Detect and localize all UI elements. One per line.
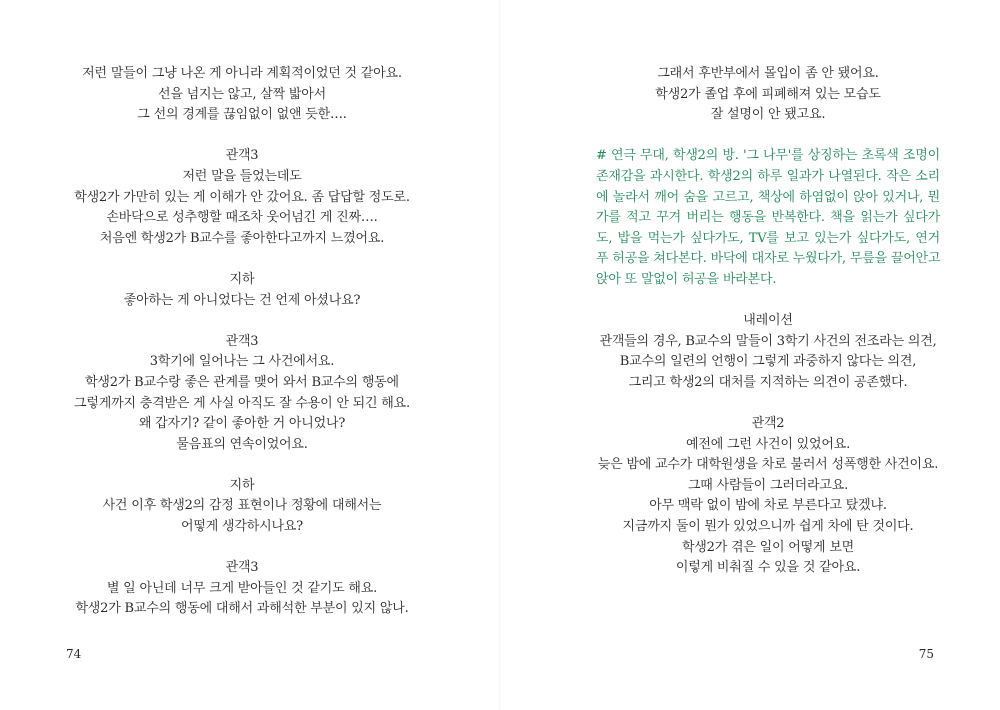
narration-line: 그리고 학생2의 대처를 지적하는 의견이 공존했다. [628, 374, 908, 390]
dialogue-line: 잘 설명이 안 됐고요. [710, 107, 826, 123]
left-page-text [60, 64, 424, 620]
right-page-text [596, 64, 940, 579]
dialogue-block [60, 270, 424, 311]
speaker-name: 관객3 [225, 560, 259, 576]
dialogue-block [60, 146, 424, 249]
dialogue-line: 그 선의 경계를 끊임없이 없앤 듯한…. [137, 107, 347, 123]
dialogue-block [596, 414, 940, 579]
stage-direction-line: 존재감을 과시한다. 학생2의 하루 일과가 나열된다. 작은 소리 [596, 168, 940, 184]
dialogue-block [60, 332, 424, 456]
speaker-name: 지하 [229, 271, 255, 287]
dialogue-block [60, 558, 424, 620]
speaker-name: 지하 [229, 477, 255, 493]
dialogue-block [60, 476, 424, 538]
dialogue-line: 저런 말을 들었는데도 [182, 168, 302, 184]
stage-direction-line: 푸 허공을 쳐다본다. 바닥에 대자로 누웠다가, 무릎을 끌어안고 [596, 251, 941, 267]
stage-direction [596, 146, 940, 290]
stage-direction-line: 도, 밥을 먹는가 싶다가도, TV를 보고 있는가 싶다가도, 연거 [596, 230, 940, 246]
dialogue-line: 손바닥으로 성추행할 때조차 웃어넘긴 게 진짜…. [106, 210, 378, 226]
dialogue-line: 아무 맥락 없이 밤에 차로 부른다고 탔겠냐. [649, 498, 887, 514]
dialogue-line: 지금까지 둘이 뭔가 있었으니까 쉽게 차에 탄 것이다. [622, 519, 914, 535]
narration-line: B교수의 일련의 언행이 그렇게 과중하지 않다는 의견, [619, 354, 917, 370]
dialogue-line: 예전에 그런 사건이 있었어요. [685, 436, 851, 452]
dialogue-line: 선을 넘지는 않고, 살짝 밟아서 [158, 86, 326, 102]
dialogue-line: 학생2가 B교수의 행동에 대해서 과해석한 부분이 있지 않나. [75, 601, 409, 617]
stage-direction-line: 앉아 또 말없이 허공을 바라본다. [596, 271, 777, 287]
dialogue-line: 학생2가 B교수랑 좋은 관계를 맺어 와서 B교수의 행동에 [85, 374, 399, 390]
dialogue-line: 그래서 후반부에서 몰입이 좀 안 됐어요. [657, 66, 879, 81]
stage-direction-line: 에 놀라서 깨어 숨을 고르고, 책상에 하염없이 앉아 있거나, 뭔 [596, 189, 940, 205]
dialogue-line: 이렇게 비춰질 수 있을 것 같아요. [675, 560, 861, 576]
dialogue-line: 저런 말들이 그냥 나온 게 아니라 계획적이었던 것 같아요. [82, 66, 402, 81]
dialogue-line: 왜 갑자기? 같이 좋아한 거 아니었나? [138, 416, 346, 432]
dialogue-block [60, 64, 424, 126]
dialogue-line: 그렇게까지 충격받은 게 사실 아직도 잘 수용이 안 되긴 해요. [74, 395, 410, 411]
speaker-name: 내레이션 [743, 313, 793, 329]
dialogue-line: 사건 이후 학생2의 감정 표현이나 정황에 대해서는 [102, 498, 382, 514]
narration-line: 관객들의 경우, B교수의 말들이 3학기 사건의 전조라는 의견, [599, 333, 937, 349]
page-number: 75 [918, 647, 934, 661]
dialogue-line: 그때 사람들이 그러더라고요. [687, 477, 849, 493]
speaker-name: 관객3 [225, 333, 259, 349]
dialogue-line: 물음표의 연속이었어요. [176, 436, 308, 452]
page-number: 74 [66, 647, 82, 661]
speaker-name: 관객2 [751, 416, 785, 432]
dialogue-line: 좋아하는 게 아니었다는 건 언제 아셨나요? [123, 292, 361, 308]
right-page [500, 0, 1000, 710]
dialogue-line: 학생2가 졸업 후에 피폐해져 있는 모습도 [655, 86, 881, 102]
stage-direction-line: 가를 적고 꾸겨 버리는 행동을 반복한다. 책을 읽는가 싶다가 [596, 210, 940, 226]
dialogue-line: 처음엔 학생2가 B교수를 좋아한다고까지 느꼈어요. [99, 230, 385, 246]
dialogue-line: 학생2가 겪은 일이 어떻게 보면 [681, 539, 855, 555]
narration-block [596, 311, 940, 393]
dialogue-line: 3학기에 일어나는 그 사건에서요. [149, 354, 335, 370]
dialogue-line: 별 일 아닌데 너무 크게 받아들인 것 같기도 해요. [106, 580, 378, 596]
stage-direction-line: # 연극 무대, 학생2의 방. '그 나무'를 상징하는 초록색 조명이 [596, 148, 940, 164]
dialogue-line: 학생2가 가만히 있는 게 이해가 안 갔어요. 좀 답답할 정도로. [74, 189, 410, 205]
speaker-name: 관객3 [225, 148, 259, 164]
dialogue-line: 어떻게 생각하시나요? [181, 519, 303, 535]
dialogue-line: 늦은 밤에 교수가 대학원생을 차로 불러서 성폭행한 사건이요. [597, 457, 939, 473]
dialogue-block [596, 64, 940, 126]
